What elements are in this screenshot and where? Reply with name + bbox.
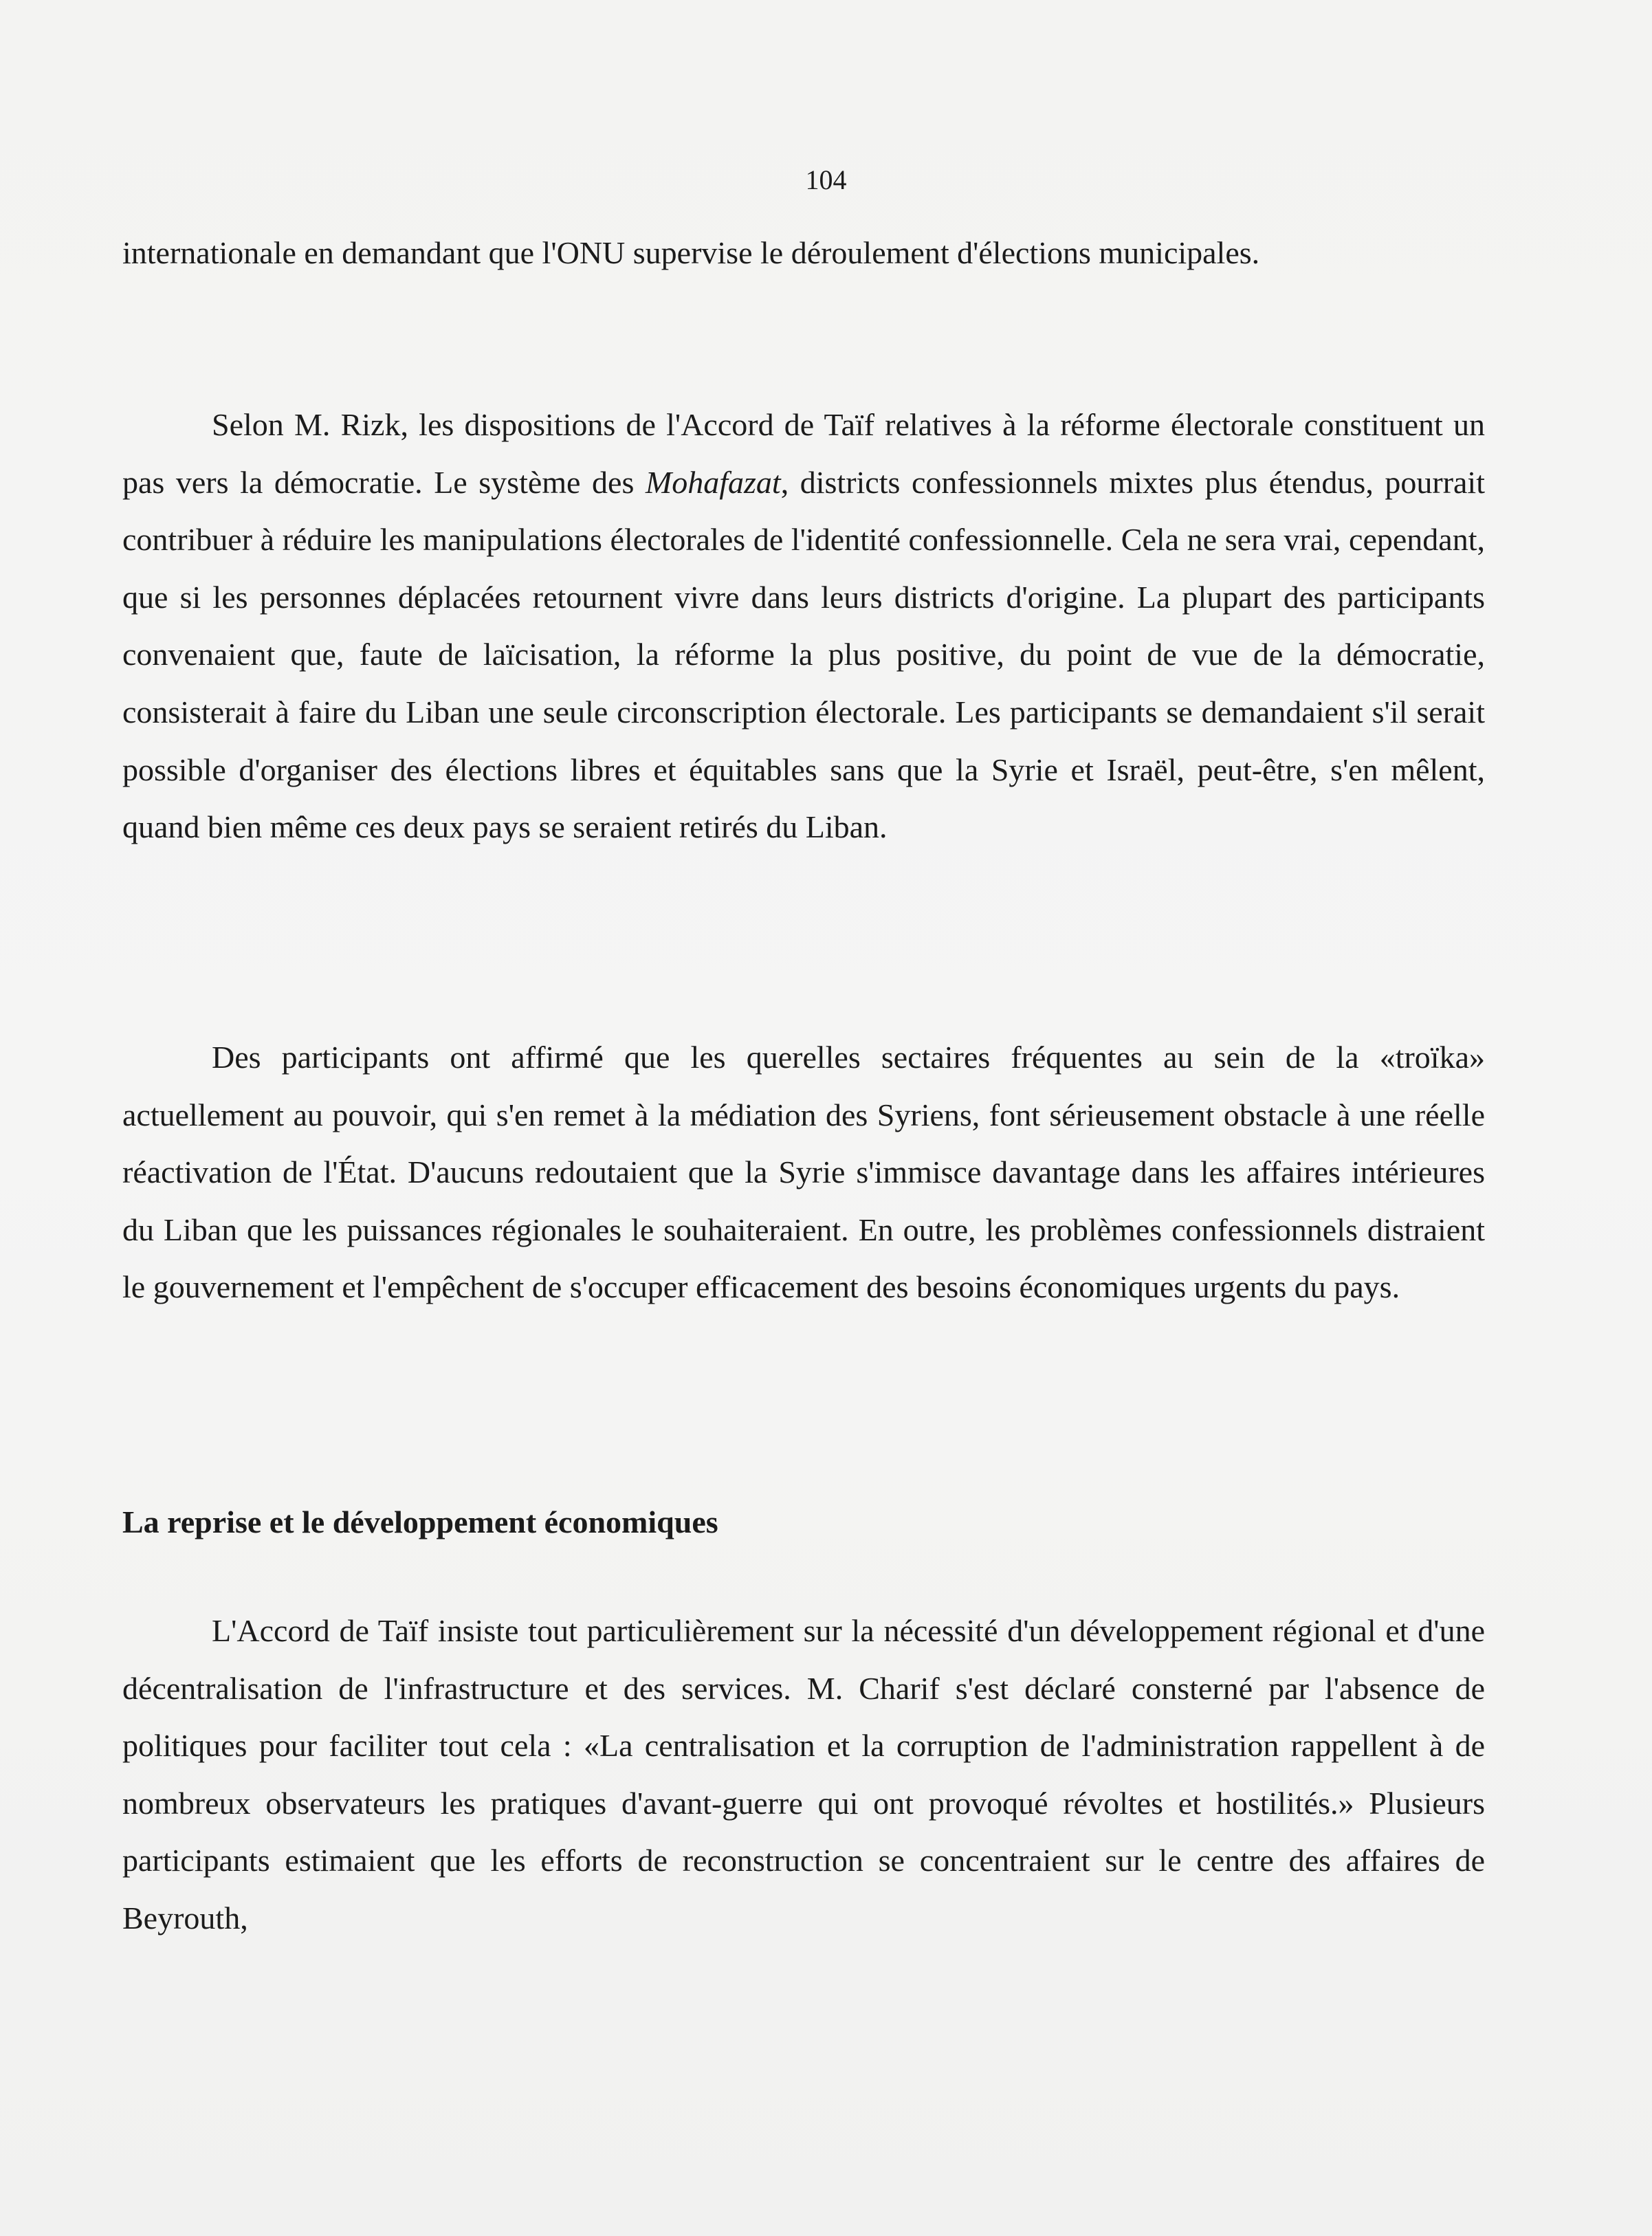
paragraph: Des participants ont affirmé que les querelles sectaires fréquentes au sein de la «troïka» actuellement au pouvoir, qui s'en remet à la médiation des Syriens, font sérieusement obstacle à une réelle réactivation de l'État. D'aucuns redoutaient que la Syrie s'immisce davantage dans les affaires intérieures du Liban que les puissances régionales le souhaiteraient. En outre, les problèmes confessionnels distraient le gouvernement et l'empêchent de s'occuper efficacement des besoins économiques urgents du pays. <box>122 1040 1485 1305</box>
paragraph <box>122 396 1485 856</box>
paragraph: L'Accord de Taïf insiste tout particulièrement sur la nécessité d'un développement régional et d'une décentralisation de l'infrastructure et des services. M. Charif s'est déclaré consterné par l'absence de politiques pour faciliter tout cela : «La centralisation et la corruption de l'administration rappellent à de nombreux observateurs les pratiques d'avant-guerre qui ont provoqué révoltes et hostilités.» Plusieurs participants estimaient que les efforts de reconstruction se concentraient sur le centre des affaires de Beyrouth, <box>122 1613 1485 1936</box>
page-number: 104 <box>805 164 847 195</box>
paragraph-text: , districts confessionnels mixtes plus étendus, pourrait contribuer à réduire les manipulations électorales de l'identité confessionnelle. Cela ne sera vrai, cependant, que si les personnes déplacées retournent vivre dans leurs districts d'origine. La plupart des participants convenaient que, faute de laïcisation, la réforme la plus positive, du point de vue de la démocratie, consisterait à faire du Liban une seule circonscription électorale. Les participants se demandaient s'il serait possible d'organiser des élections libres et équitables sans que la Syrie et Israël, peut-être, s'en mêlent, quand bien même ces deux pays se seraient retirés du Liban. <box>122 464 1485 845</box>
section-heading: La reprise et le développement économiques <box>122 1504 718 1539</box>
paragraph-text: Selon M. Rizk, les dispositions de l'Accord de Taïf relatives à la réforme électorale constituent un pas vers la démocratie. Le système des <box>122 407 1485 500</box>
italic-term: Mohafazat <box>645 464 781 500</box>
paragraph-block <box>122 396 1485 856</box>
paragraph: internationale en demandant que l'ONU supervise le déroulement d'élections municipales. <box>122 235 1260 270</box>
paragraph-block <box>122 1602 1485 1947</box>
paragraph-block <box>122 224 1485 282</box>
paragraph-block <box>122 1029 1485 1316</box>
section-heading-block <box>122 1493 1485 1551</box>
